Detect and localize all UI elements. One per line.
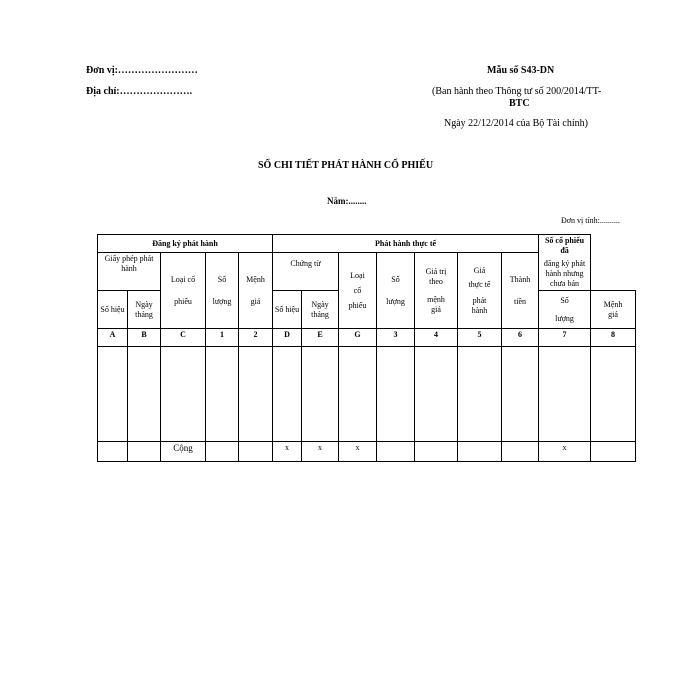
body-cell [98, 347, 128, 442]
year-label: Năm:........ [327, 196, 367, 206]
body-cell [239, 347, 273, 442]
code-cell: 2 [239, 329, 273, 347]
unsold-qty-l2: lượng [555, 313, 574, 323]
stock-type-l2: phiếu [174, 296, 192, 306]
par-amount-l1: Giá trị [425, 266, 447, 276]
code-cell: B [128, 329, 161, 347]
par-amount-header [415, 253, 458, 329]
group-unsold-line-2: đăng ký phát hành nhưng chưa bán [543, 259, 586, 288]
x-mark: x [273, 442, 302, 462]
body-cell [161, 347, 206, 442]
actual-value-l3: phát [472, 295, 487, 305]
code-cell: E [302, 329, 339, 347]
body-cell [377, 347, 415, 442]
code-cell: 1 [206, 329, 239, 347]
unsold-par-l2: giá [608, 309, 618, 319]
par-amount-l2: theo [429, 276, 443, 286]
actual-value-header [458, 253, 502, 329]
par-value-l1: Mệnh [246, 274, 265, 284]
body-cell [273, 347, 302, 442]
form-code: Mẫu số S43-DN [487, 65, 555, 76]
total-cell [377, 442, 415, 462]
code-cell: A [98, 329, 128, 347]
actual-qty-l2: lượng [386, 296, 405, 306]
quantity-l2: lượng [212, 296, 232, 306]
par-amount-l3: mệnh [427, 294, 445, 304]
group-unsold-line-1: Số cổ phiếu đã [544, 236, 585, 255]
unsold-qty-l1: Số [560, 295, 569, 305]
code-cell: C [161, 329, 206, 347]
code-cell: G [339, 329, 377, 347]
quantity-header [206, 253, 239, 329]
code-cell: D [273, 329, 302, 347]
share-issuance-table [97, 234, 636, 462]
stock-type-header [161, 253, 206, 329]
issued-line-2: BTC [509, 98, 530, 109]
actual-type-header [339, 253, 377, 329]
actual-value-l4: hành [471, 305, 488, 315]
actual-type-l3: phiếu [348, 300, 367, 310]
page-title: SỔ CHI TIẾT PHÁT HÀNH CỔ PHIẾU [258, 160, 434, 171]
group-unsold [539, 235, 591, 291]
x-mark: x [302, 442, 339, 462]
code-cell: 5 [458, 329, 502, 347]
actual-qty-header [377, 253, 415, 329]
stock-type-l1: Loại cổ [170, 274, 196, 284]
par-value-header [239, 253, 273, 329]
body-cell [206, 347, 239, 442]
x-mark: x [339, 442, 377, 462]
total-cell [239, 442, 273, 462]
body-cell [339, 347, 377, 442]
license-header: Giấy phép phát hành [98, 253, 161, 291]
address-label: Địa chỉ:…………………. [86, 86, 193, 97]
code-cell: 6 [502, 329, 539, 347]
total-cell [128, 442, 161, 462]
total-cell [502, 442, 539, 462]
par-amount-l4: giá [431, 304, 441, 314]
body-cell [591, 347, 636, 442]
actual-type-l1: Loại [350, 270, 365, 280]
code-cell: 4 [415, 329, 458, 347]
body-cell [128, 347, 161, 442]
par-value-l2: giá [250, 296, 261, 306]
actual-type-l2: cổ [353, 285, 362, 295]
total-cell [206, 442, 239, 462]
actual-value-l2: thực tế [468, 279, 491, 289]
group-actual-issuance: Phát hành thực tế [273, 235, 539, 253]
actual-qty-l1: Số [391, 274, 400, 284]
body-cell [415, 347, 458, 442]
license-date-header: Ngày tháng [128, 291, 161, 329]
code-cell: 3 [377, 329, 415, 347]
currency-unit-label: Đơn vị tính:.......... [561, 216, 620, 225]
quantity-l1: Số [217, 274, 227, 284]
total-label: Cộng [161, 442, 206, 462]
body-cell [458, 347, 502, 442]
voucher-header: Chứng từ [273, 253, 339, 291]
group-registration: Đăng ký phát hành [98, 235, 273, 253]
actual-value-l1: Giá [473, 265, 486, 275]
total-amount-header [502, 253, 539, 329]
total-amount-l2: tiền [514, 296, 527, 306]
body-cell [539, 347, 591, 442]
body-cell [502, 347, 539, 442]
total-cell [458, 442, 502, 462]
x-mark: x [539, 442, 591, 462]
code-cell: 7 [539, 329, 591, 347]
unsold-par-l1: Mệnh [603, 299, 623, 309]
voucher-no-header: Số hiệu [273, 291, 302, 329]
total-amount-l1: Thành [509, 274, 531, 284]
total-cell [591, 442, 636, 462]
issued-line-1: (Ban hành theo Thông tư số 200/2014/TT- [432, 86, 602, 97]
body-cell [302, 347, 339, 442]
total-cell [415, 442, 458, 462]
issued-line-3: Ngày 22/12/2014 của Bộ Tài chính) [444, 118, 588, 129]
unit-label: Đơn vị:…………………… [86, 65, 198, 76]
voucher-date-header: Ngày tháng [302, 291, 339, 329]
license-no-header: Số hiệu [98, 291, 128, 329]
code-cell: 8 [591, 329, 636, 347]
unsold-par-header [591, 291, 636, 329]
total-cell [98, 442, 128, 462]
unsold-qty-header [539, 291, 591, 329]
